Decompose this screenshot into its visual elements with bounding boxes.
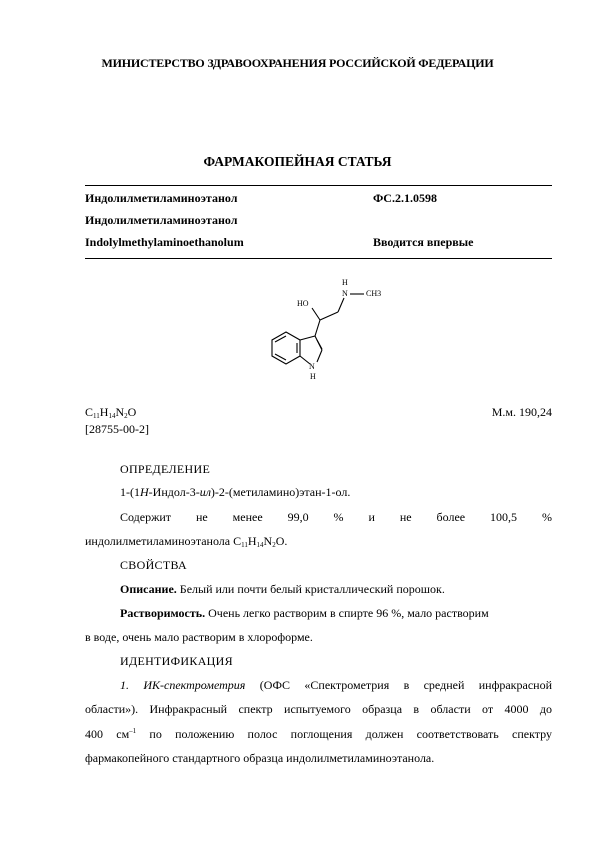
top-rule: [85, 185, 552, 186]
ir-paragraph-line4: фармакопейного стандартного образца индолилметиламиноэтанола.: [85, 751, 435, 765]
name-ru-primary: Индолилметиламиноэтанол: [85, 191, 238, 205]
ir-paragraph-line2: области»). Инфракрасный спектр испытуемого образца в области от 4000 до: [85, 702, 552, 716]
ir-paragraph-line1: 1. ИК-спектрометрия (ОФС «Спектрометрия в средней инфракрасной: [120, 678, 552, 692]
ir-paragraph-line3: 400 $см^{-1}$ по положению полос поглощения должен соответствовать спектру: [85, 727, 552, 741]
status-label: Вводится впервые: [373, 235, 474, 249]
ring-h-label: H: [310, 372, 316, 381]
monograph-code: ФС.2.1.0598: [373, 191, 437, 205]
molecular-formula: $C_{11}H_{14}N_2O$: [85, 405, 137, 420]
definition-heading: ОПРЕДЕЛЕНИЕ: [120, 462, 211, 476]
content-statement-line1: Содержит не менее 99,0 % и не более 100,5 %: [120, 510, 552, 524]
amine-h-label: H: [342, 278, 348, 287]
properties-heading: СВОЙСТВА: [120, 558, 187, 572]
identification-heading: ИДЕНТИФИКАЦИЯ: [120, 654, 233, 668]
cas-number: [28755-00-2]: [85, 422, 149, 436]
name-ru-secondary: Индолилметиламиноэтанол: [85, 213, 238, 227]
ring-n-label: N: [309, 362, 315, 371]
solubility-paragraph-line2: в воде, очень мало растворим в хлороформе.: [85, 630, 313, 644]
ho-label: HO: [297, 299, 309, 308]
methyl-label: CH3: [366, 289, 382, 298]
structural-formula: [240, 270, 400, 395]
bottom-rule: [85, 258, 552, 259]
molecular-weight: М.м. 190,24: [491, 405, 552, 419]
content-statement-line2: индолилметиламиноэтанола $C_{11}H_{14}N_2O$.: [85, 534, 288, 549]
name-latin: Indolylmethylaminoethanolum: [85, 235, 244, 249]
molecule-bonds: [272, 294, 364, 364]
document-type-title: ФАРМАКОПЕЙНАЯ СТАТЬЯ: [203, 154, 392, 169]
description-paragraph: Описание. Белый или почти белый кристаллический порошок.: [120, 582, 445, 596]
solubility-paragraph-line1: Растворимость. Очень легко растворим в спирте 96 %, мало растворим: [120, 606, 489, 620]
chemical-name: 1-(1H-Индол-3-ил)-2-(метиламино)этан-1-ол.: [120, 485, 351, 499]
amine-n-label: N: [342, 289, 348, 298]
ministry-title: МИНИСТЕРСТВО ЗДРАВООХРАНЕНИЯ РОССИЙСКОЙ ФЕДЕРАЦИИ: [101, 56, 494, 70]
